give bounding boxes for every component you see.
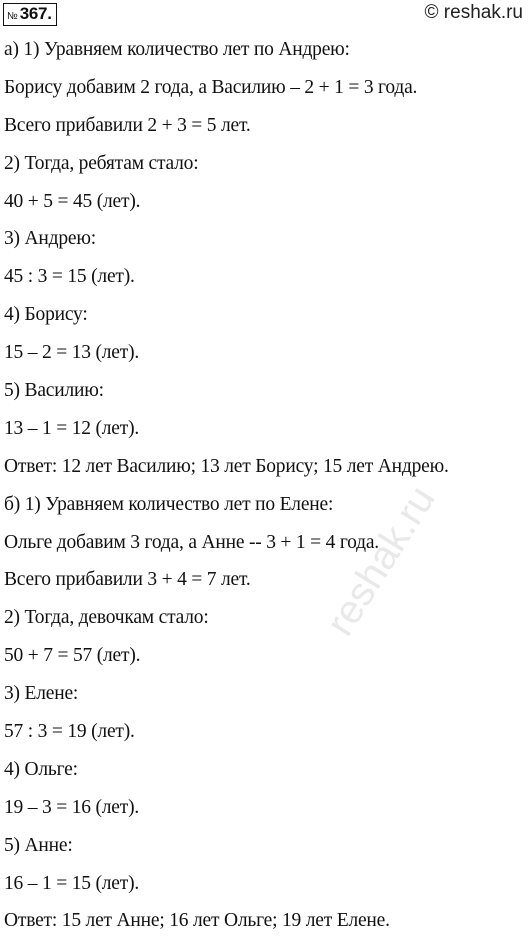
solution-line: 45 : 3 = 15 (лет). — [4, 266, 135, 288]
solution-line: 4) Ольге: — [4, 758, 78, 780]
solution-line: Ольге добавим 3 года, а Анне -- 3 + 1 = 4 года. — [4, 531, 379, 553]
solution-line: а) 1) Уравняем количество лет по Андрею: — [4, 39, 350, 60]
solution-line: 57 : 3 = 19 (лет). — [4, 721, 135, 743]
solution-line: 15 – 2 = 13 (лет). — [4, 342, 140, 364]
solution-line: 50 + 7 = 57 (лет). — [4, 645, 141, 667]
watermark: reshak.ru — [318, 478, 444, 644]
solution-line: 3) Елене: — [4, 683, 79, 705]
solution-line: 5) Василию: — [4, 380, 104, 402]
solution-line: 19 – 3 = 16 (лет). — [4, 796, 140, 818]
number-sign: № — [7, 11, 18, 22]
answer-line: Ответ: 12 лет Василию; 13 лет Борису; 15 лет Андрею. — [4, 455, 449, 477]
solution-line: Борису добавим 2 года, а Василию – 2 + 1 = 3 года. — [4, 76, 418, 98]
page-header — [0, 0, 529, 30]
problem-number-badge — [3, 3, 57, 26]
solution-line: Всего прибавили 3 + 4 = 7 лет. — [4, 569, 251, 591]
solution-line: 5) Анне: — [4, 834, 73, 856]
site-credit: © reshak.ru — [424, 2, 523, 23]
solution-line: 2) Тогда, ребятам стало: — [4, 152, 199, 174]
solution-line: 4) Борису: — [4, 304, 88, 326]
solution-line: 13 – 1 = 12 (лет). — [4, 417, 140, 439]
solution-line: б) 1) Уравняем количество лет по Елене: — [4, 493, 334, 515]
solution-line: 16 – 1 = 15 (лет). — [4, 872, 140, 894]
solution-line: Всего прибавили 2 + 3 = 5 лет. — [4, 114, 251, 136]
answer-line: Ответ: 15 лет Анне; 16 лет Ольге; 19 лет Елене. — [4, 910, 390, 932]
problem-number: 367. — [19, 4, 52, 23]
solution-text — [4, 31, 526, 940]
solution-line: 3) Андрею: — [4, 228, 96, 250]
solution-line: 40 + 5 = 45 (лет). — [4, 190, 141, 212]
solution-line: 2) Тогда, девочкам стало: — [4, 607, 209, 629]
